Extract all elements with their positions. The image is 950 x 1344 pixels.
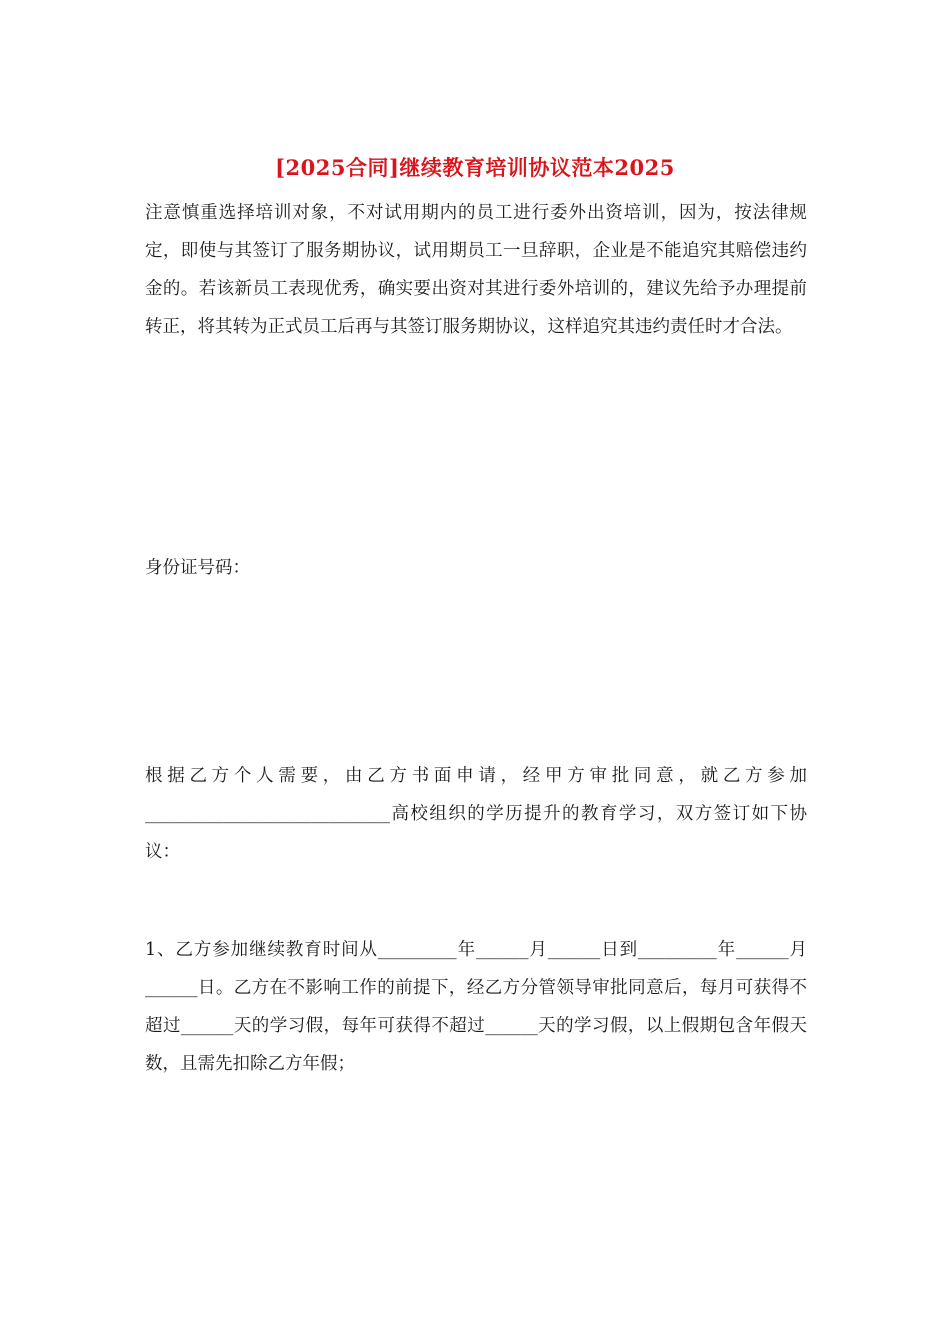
id-number-label: 身份证号码：	[145, 558, 250, 578]
intro-paragraph: 注意慎重选择培训对象，不对试用期内的员工进行委外出资培训，因为，按法律规定，即使与其签订了服务期协议，试用期员工一旦辞职，企业是不能追究其赔偿违约金的。若该新员工表现优秀，确实要出资对其进行委外培训的，建议先给予办理提前转正，将其转为正式员工后再与其签订服务期协议，这样追究其违约责任时才合法。	[145, 203, 807, 337]
clause-1-paragraph: 1、乙方参加继续教育时间从_________年______月______日到_________年______月______日。乙方在不影响工作的前提下，经乙方分管领导审批同意后，每月可获得不超过______天的学习假，每年可获得不超过______天的学习假，以上假期包含年假天数，且需先扣除乙方年假；	[145, 940, 807, 1074]
document-title: [2025合同]继续教育培训协议范本2025	[275, 155, 675, 180]
agreement-basis-paragraph: 根据乙方个人需要，由乙方书面申请，经甲方审批同意，就乙方参加____________________________高校组织的学历提升的教育学习，双方签订如下协议：	[145, 766, 807, 862]
